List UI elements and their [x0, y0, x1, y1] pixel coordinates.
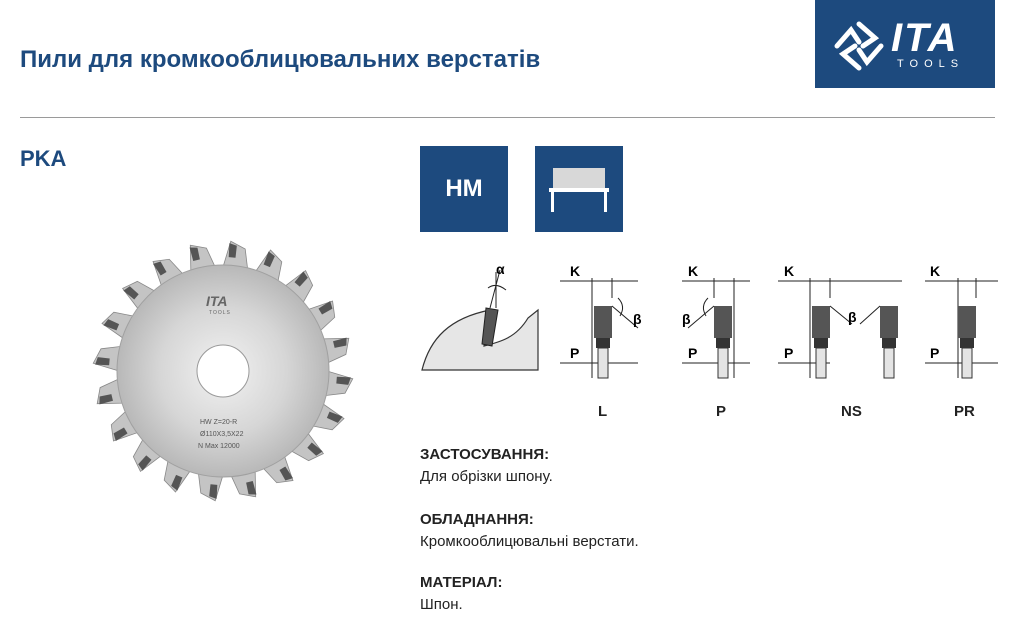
- saw-tooth-tip: [95, 357, 110, 365]
- logo-brand-text: ITA: [891, 16, 959, 60]
- ns-k-label: K: [784, 263, 795, 279]
- profile-caption-l: L: [598, 403, 608, 420]
- saw-tooth-tip: [336, 377, 351, 385]
- equipment-text: Кромкооблицювальні верстати.: [420, 533, 639, 550]
- brand-logo: [815, 0, 995, 88]
- alpha-label: α: [496, 261, 505, 277]
- page-title: Пили для кромкооблицювальних верстатів: [20, 46, 541, 73]
- application-heading: ЗАСТОСУВАННЯ:: [420, 446, 550, 463]
- p-p-label: P: [688, 345, 698, 361]
- material-text: Шпон.: [420, 596, 463, 613]
- alpha-angle-sketch: [422, 261, 538, 370]
- blade-spec-2: Ø110X3,5X22: [200, 431, 244, 438]
- profile-caption-pr: PR: [954, 403, 975, 420]
- p-k-label: K: [688, 263, 699, 279]
- profile-pr-sketch: [925, 263, 998, 378]
- blade-logo-sub: TOOLS: [209, 310, 231, 316]
- blade-spec-1: HW Z=20-R: [200, 419, 238, 426]
- saw-tooth-tip: [209, 484, 217, 499]
- edge-banding-badge: [535, 146, 623, 232]
- pr-k-label: K: [930, 263, 941, 279]
- header-divider: [20, 117, 995, 118]
- blade-spec-3: N Max 12000: [198, 443, 240, 450]
- equipment-heading: ОБЛАДНАННЯ:: [420, 511, 534, 528]
- saw-blade-image: [78, 236, 368, 526]
- pr-p-label: P: [930, 345, 940, 361]
- ns-p-label: P: [784, 345, 794, 361]
- saw-tooth-tip: [229, 243, 237, 258]
- profile-caption-ns: NS: [841, 403, 862, 420]
- edge-banding-icon: [535, 146, 623, 232]
- product-code: PKA: [20, 146, 67, 171]
- material-heading: МАТЕРІАЛ:: [420, 574, 503, 591]
- profile-caption-p: P: [716, 403, 727, 420]
- profile-ns-sketch: [778, 263, 902, 378]
- p-beta-label: β: [682, 311, 691, 327]
- logo-sub-text: TOOLS: [897, 58, 965, 70]
- blade-logo-text: ITA: [206, 293, 228, 309]
- ns-beta-label: β: [848, 309, 857, 325]
- tooth-profile-diagram: [420, 258, 1000, 383]
- l-beta-label: β: [633, 311, 642, 327]
- material-badge: HM: [420, 146, 508, 232]
- l-k-label: K: [570, 263, 581, 279]
- ita-pinwheel-icon: [829, 16, 889, 76]
- profile-l-sketch: [560, 263, 642, 378]
- profile-p-sketch: [682, 263, 750, 378]
- l-p-label: P: [570, 345, 580, 361]
- application-text: Для обрізки шпону.: [420, 468, 553, 485]
